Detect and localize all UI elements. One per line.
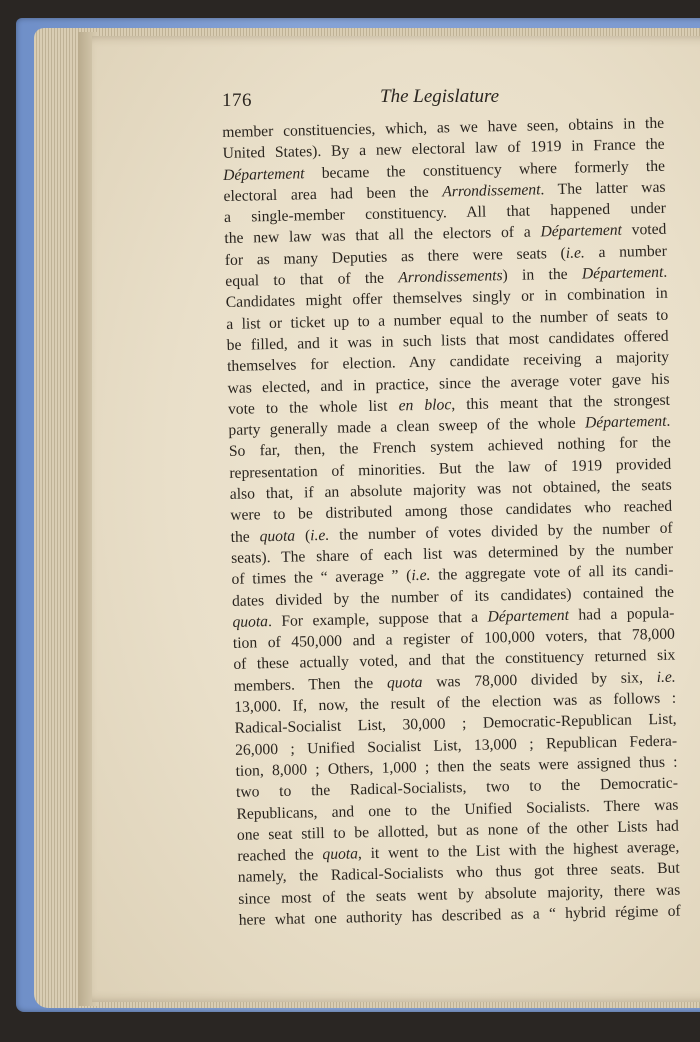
text-run: a number [584,242,667,262]
text-run: tion of 450,000 and a register of 100,000 voters, that 78,000 [232,625,676,653]
text-run: had a popula- [568,604,675,624]
text-run: two to the Radical-Socialists, two to the Democratic- [235,774,679,802]
text-run: for as many Deputies as there were seats ( [224,244,566,269]
page-number: 176 [222,90,252,111]
text-run: Candidates might offer themselves singly or in combination in [225,285,668,312]
text-run: equal to that of the [225,269,399,291]
text-run: . [666,412,671,430]
italic-run: quota [259,527,296,545]
text-run: was 78,000 divided by six, [422,668,657,691]
italic-run: Département [581,263,664,283]
text-run: a single-member constituency. All that happened under [223,199,667,227]
text-run: United States). By a new electoral law of 1919 in France the [222,136,665,163]
text-run: tion, 8,000 ; Others, 1,000 ; then the seats were assigned thus : [235,753,678,780]
text-run: , it went to the List with the highest average, [357,838,680,863]
italic-run: Département [487,606,570,626]
text-run: ( [294,526,311,545]
text-run: member constituencies, which, as we have seen, obtains in the [222,114,665,141]
italic-run: i.e. [411,566,431,585]
text-run: . [663,263,668,281]
text-run: the new law was that all the electors of a [224,223,541,248]
text-run: . The latter was [540,178,666,199]
text-run: members. Then the [233,674,388,695]
text-run: of times the “ average ” ( [231,567,412,589]
text-run: seats). The share of each list was determined by the number [230,540,674,567]
italic-run: i.e. [310,526,330,544]
italic-run: i.e. [565,244,585,262]
text-run: voted [621,221,667,240]
text-run: party generally made a clean sweep of the whole [228,414,586,440]
text-run: Radical-Socialist List, 30,000 ; Democratic-Republican List, [234,710,677,738]
text-run: 26,000 ; Unified Socialist List, 13,000 ; Republican Federa- [234,732,678,759]
text-run: of these actually voted, and that the constituency returned six [233,647,676,674]
italic-run: Département [222,164,305,184]
body-text [222,113,681,931]
italic-run: quota [232,612,269,631]
text-run: the number of votes divided by the number of [329,519,673,544]
italic-run: Arrondissement [442,181,541,201]
text-run: electoral area had been the [223,183,443,205]
text-run: So far, then, the French system achieved nothing for the [228,434,671,461]
text-run: 13,000. If, now, the result of the election was as follows : [234,689,677,716]
text-run: namely, the Radical-Socialists who thus got three seats. But [237,859,680,887]
italic-run: quota [322,845,359,864]
text-run: were to be distributed among those candidates who reached [230,498,673,525]
text-run: since most of the seats went by absolute majority, there was [238,881,681,908]
italic-run: i.e. [656,668,676,686]
text-run: be filled, and it was in such lists that most candidates offered [226,327,669,354]
text-run: here what one authority has described as a “ hybrid régime of [238,902,681,929]
text-run: the [230,527,260,546]
text-run: representation of minorities. But the law of 1919 provided [229,455,672,482]
italic-run: Arrondissements [398,267,503,287]
italic-run: Département [584,412,667,432]
text-run: a list or ticket up to a number equal to the number of seats to [226,306,669,333]
text-run: the aggregate vote of all its candi- [430,561,674,584]
text-run: dates divided by the number of its candidates) contained the [231,583,675,610]
text-run: was elected, and in practice, since the average voter gave his [227,370,670,397]
text-run: , this meant that the strongest [451,391,671,414]
text-run: reached the [237,846,323,865]
italic-run: en bloc [398,396,452,415]
italic-run: Département [540,222,623,241]
page-header [130,56,680,111]
text-run: became the constituency where formerly the [304,157,666,182]
text-run: . For example, suppose that a [267,608,488,630]
text-run: themselves for election. Any candidate receiving a majority [226,348,670,376]
italic-run: quota [386,673,423,692]
text-run: vote to the whole list [227,397,399,418]
text-run: Republicans, and one to the Unified Socialists. There was [236,796,679,823]
text-run: one seat still to be allotted, but as none of the other Lists had [236,817,680,844]
text-run: also that, if an absolute majority was not obtained, the seats [229,476,672,503]
running-head: The Legislature [380,86,500,107]
text-run: ) in the [502,265,583,285]
